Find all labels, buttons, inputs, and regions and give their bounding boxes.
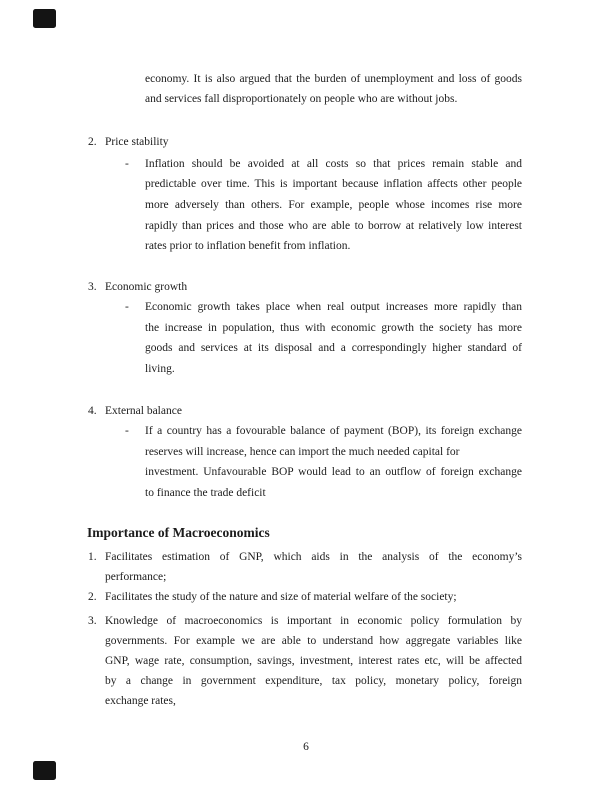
body-line: the increase in population, thus with economic growth the society has more: [145, 322, 522, 334]
body-line: rapidly than prices and those who are able to borrow at relatively low interest: [145, 220, 522, 232]
body-line: to finance the trade deficit: [145, 487, 266, 499]
list-number: 2.: [88, 136, 97, 148]
body-line: economy. It is also argued that the burden of unemployment and loss of goods: [145, 73, 522, 85]
list-number: 4.: [88, 405, 97, 417]
body-line: investment. Unfavourable BOP would lead to an outflow of foreign exchange: [145, 466, 522, 478]
scan-mark-top: [33, 9, 56, 28]
body-line: Economic growth takes place when real output increases more rapidly than: [145, 301, 522, 313]
body-line: Facilitates the study of the nature and size of material welfare of the society;: [105, 591, 457, 603]
body-line: Facilitates estimation of GNP, which aids in the analysis of the economy’s: [105, 551, 522, 563]
list-number: 3.: [88, 281, 97, 293]
page-number: 6: [303, 741, 309, 753]
list-item-label: External balance: [105, 405, 182, 417]
scan-mark-bottom: [33, 761, 56, 780]
body-line: rates prior to inflation benefit from inflation.: [145, 240, 351, 252]
list-number: 3.: [88, 615, 97, 627]
body-line: by a change in government expenditure, tax policy, monetary policy, foreign: [105, 675, 522, 687]
body-line: Inflation should be avoided at all costs so that prices remain stable and: [145, 158, 522, 170]
dash-bullet: -: [125, 425, 129, 437]
list-number: 1.: [88, 551, 97, 563]
body-line: If a country has a fovourable balance of payment (BOP), its foreign exchange: [145, 425, 522, 437]
body-line: exchange rates,: [105, 695, 176, 707]
body-line: reserves will increase, hence can import the much needed capital for: [145, 446, 460, 458]
body-line: GNP, wage rate, consumption, savings, investment, interest rates etc, will be affected: [105, 655, 522, 667]
body-line: performance;: [105, 571, 167, 583]
body-line: more adversely than others. For example, people whose incomes rise more: [145, 199, 522, 211]
body-line: predictable over time. This is important because inflation affects other people: [145, 178, 522, 190]
body-line: governments. For example we are able to understand how aggregate variables like: [105, 635, 522, 647]
body-line: Knowledge of macroeconomics is important in economic policy formulation by: [105, 615, 522, 627]
body-line: and services fall disproportionately on people who are without jobs.: [145, 93, 458, 105]
body-line: living.: [145, 363, 175, 375]
dash-bullet: -: [125, 158, 129, 170]
dash-bullet: -: [125, 301, 129, 313]
body-line: goods and services at its disposal and a correspondingly higher standard of: [145, 342, 522, 354]
list-item-label: Price stability: [105, 136, 169, 148]
section-heading: Importance of Macroeconomics: [87, 525, 270, 540]
list-item-label: Economic growth: [105, 281, 188, 293]
list-number: 2.: [88, 591, 97, 603]
